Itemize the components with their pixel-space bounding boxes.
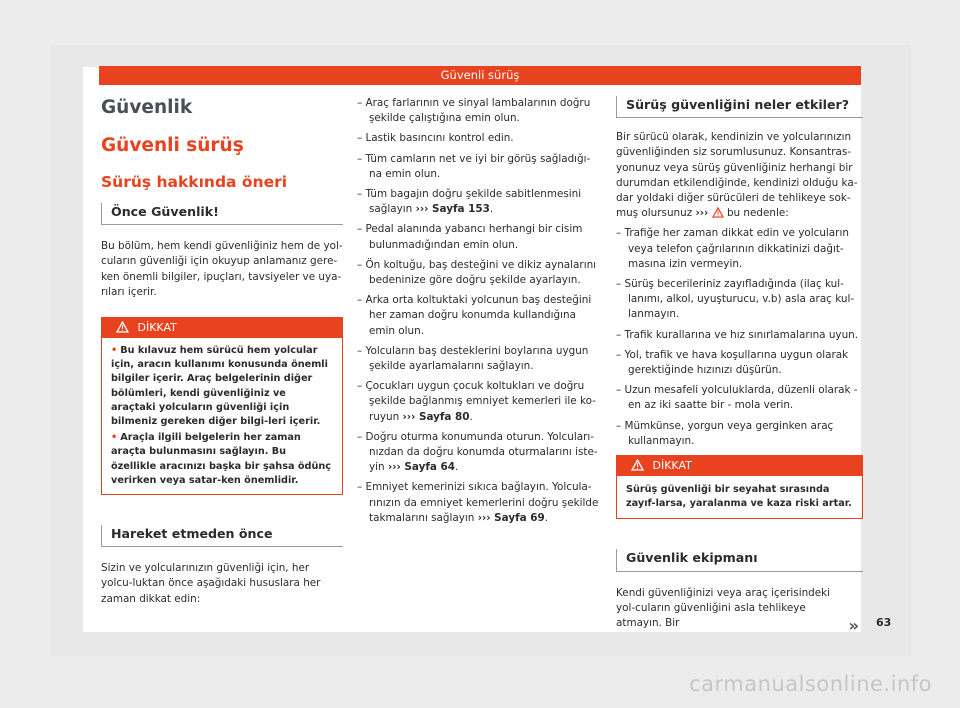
checklist-item: – Pedal alanında yabancı herhangi bir cisim bulunmadığından emin olun. [357, 223, 583, 251]
warning-body [102, 338, 342, 494]
warning-label: DİKKAT [137, 321, 177, 335]
page-number: 63 [876, 616, 892, 629]
bullet-icon: • [111, 345, 118, 357]
checklist-item: – Lastik basıncını kontrol edin. [357, 132, 514, 145]
checklist-item: – Tüm bagajın doğru şekilde sabitlenmesini sağlayın ››› Sayfa 153. [357, 188, 582, 216]
warning-triangle-icon [116, 321, 129, 334]
warning-label: DİKKAT [652, 459, 692, 473]
checklist-item: – Çocukları uygun çocuk koltukları ve doğru şekilde bağlanmış emniyet kemerleri ile ko-ruyun ››› Sayfa 80. [357, 380, 596, 423]
warning-header [102, 318, 342, 338]
warning-triangle-icon [631, 459, 644, 472]
hareket-paragraph: Sizin ve yolcularınızın güvenliği için, her yolcu-luktan önce aşağıdaki hususlara her zaman dikkat edin: [101, 562, 321, 605]
etkiler-item: – Sürüş becerileriniz zayıfladığında (ilaç kul-lanımı, alkol, uyuşturucu, v.b) asla araç kul-lanmayın. [616, 278, 855, 321]
etkiler-list [616, 226, 863, 449]
column-1 [101, 90, 343, 607]
checklist-item: – Araç farlarının ve sinyal lambalarının doğru şekilde çalıştığına emin olun. [357, 97, 591, 125]
warning-item: • Bu kılavuz hem sürücü hem yolcular için, aracın kullanımı konusunda önemli bilgiler içerir. Araç belgelerinin diğer bölümleri, kendi güvenliğiniz ve araçtaki yolcuların güvenliği için bilmeniz gereken diğer bilgi-leri içerir. [111, 345, 328, 428]
intro-paragraph: Bu bölüm, hem kendi güvenliğiniz hem de yol-cuların güvenliği için okuyup anlamanız gere-ken önemli bilgiler, ipuçları, tavsiyeler ve uya-rıları içerir. [101, 240, 343, 298]
warning-triangle-icon [712, 207, 724, 219]
heading-guvenlik: Güvenlik [101, 97, 193, 118]
checklist-item: – Tüm camların net ve iyi bir görüş sağladığı-na emin olun. [357, 152, 591, 180]
section-once-guvenlik: Önce Güvenlik! [101, 203, 343, 225]
section-guvenlik-ekipmani: Güvenlik ekipmanı [616, 549, 863, 571]
checklist-item: – Yolcuların baş desteklerini boylarına uygun şekilde ayarlamalarını sağlayın. [357, 344, 589, 373]
etkiler-item: – Trafiğe her zaman dikkat edin ve yolcuların veya telefon çağrılarının dikkatinizi dağıt-masına izin vermeyin. [616, 227, 849, 270]
watermark: carmanualsonline.info [689, 672, 932, 696]
checklist [357, 96, 600, 526]
etkiler-item: – Mümkünse, yorgun veya gerginken araç kullanmayın. [616, 419, 834, 447]
chapter-header: Güvenli sürüş [99, 66, 861, 85]
etkiler-item: – Uzun mesafeli yolculuklarda, düzenli olarak - en az iki saatte bir - mola verin. [616, 384, 858, 412]
section-hareket: Hareket etmeden önce [101, 525, 343, 547]
warning-box-2 [616, 455, 863, 519]
column-2 [357, 96, 600, 531]
warning-item: • Araçla ilgili belgelerin her zaman araçta bulunmasını sağlayın. Bu özellikle aracınızı başka bir şahsa ödünç verirken veya satar-ken önemlidir. [111, 432, 331, 486]
ekipman-paragraph: Kendi güvenliğinizi veya araç içerisindeki yol-cuların güvenliğini asla tehlikeye atmayın. Bir [616, 586, 831, 630]
column-3 [616, 96, 863, 636]
etkiler-item: – Yol, trafik ve hava koşullarına uygun olarak gerektiğinde hızınızı düşürün. [616, 348, 849, 377]
warning-box [101, 317, 343, 495]
heading-surus-oneri: Sürüş hakkında öneri [101, 173, 288, 191]
continue-arrow-icon: » [848, 616, 859, 636]
bullet-icon: • [111, 432, 118, 444]
ekipman-wrap [616, 586, 863, 636]
checklist-item: – Arka orta koltuktaki yolcunun baş desteğini her zaman doğru konumda kullandığına emin olun. [357, 294, 592, 337]
warning-body: Sürüş güvenliği bir seyahat sırasında zayıf-larsa, yaralanma ve kaza riski artar. [626, 484, 852, 510]
checklist-item: – Emniyet kemerinizi sıkıca bağlayın. Yolcula-rınızın da emniyet kemerlerini doğru şekilde takmalarını sağlayın ››› Sayfa 69. [357, 481, 599, 524]
heading-guvenli-surus: Güvenli sürüş [101, 135, 244, 156]
checklist-item: – Ön koltuğu, baş desteğini ve dikiz aynalarını bedeninize göre doğru şekilde ayarlayın. [357, 258, 597, 287]
etkiler-paragraph: Bir sürücü olarak, kendinizin ve yolcularınızın güvenliğinden siz sorumlusunuz. Konsantras-yonunuz veya sürüş güvenliğiniz herhangi bir durumdan etkilendiğinde, kendinizi olduğu ka-dar yoldaki diğer sürücüleri de tehlikeye sok-muş olursunuz ››› bu nedenle: [616, 131, 858, 220]
section-neler-etkiler: Sürüş güvenliğini neler etkiler? [616, 96, 863, 118]
etkiler-item: – Trafik kurallarına ve hız sınırlamalarına uyun. [616, 328, 859, 341]
checklist-item: – Doğru oturma konumunda oturun. Yolcuları-nızdan da doğru konumda oturmalarını iste-yin ››› Sayfa 64. [357, 430, 598, 474]
warning-header [617, 456, 862, 476]
